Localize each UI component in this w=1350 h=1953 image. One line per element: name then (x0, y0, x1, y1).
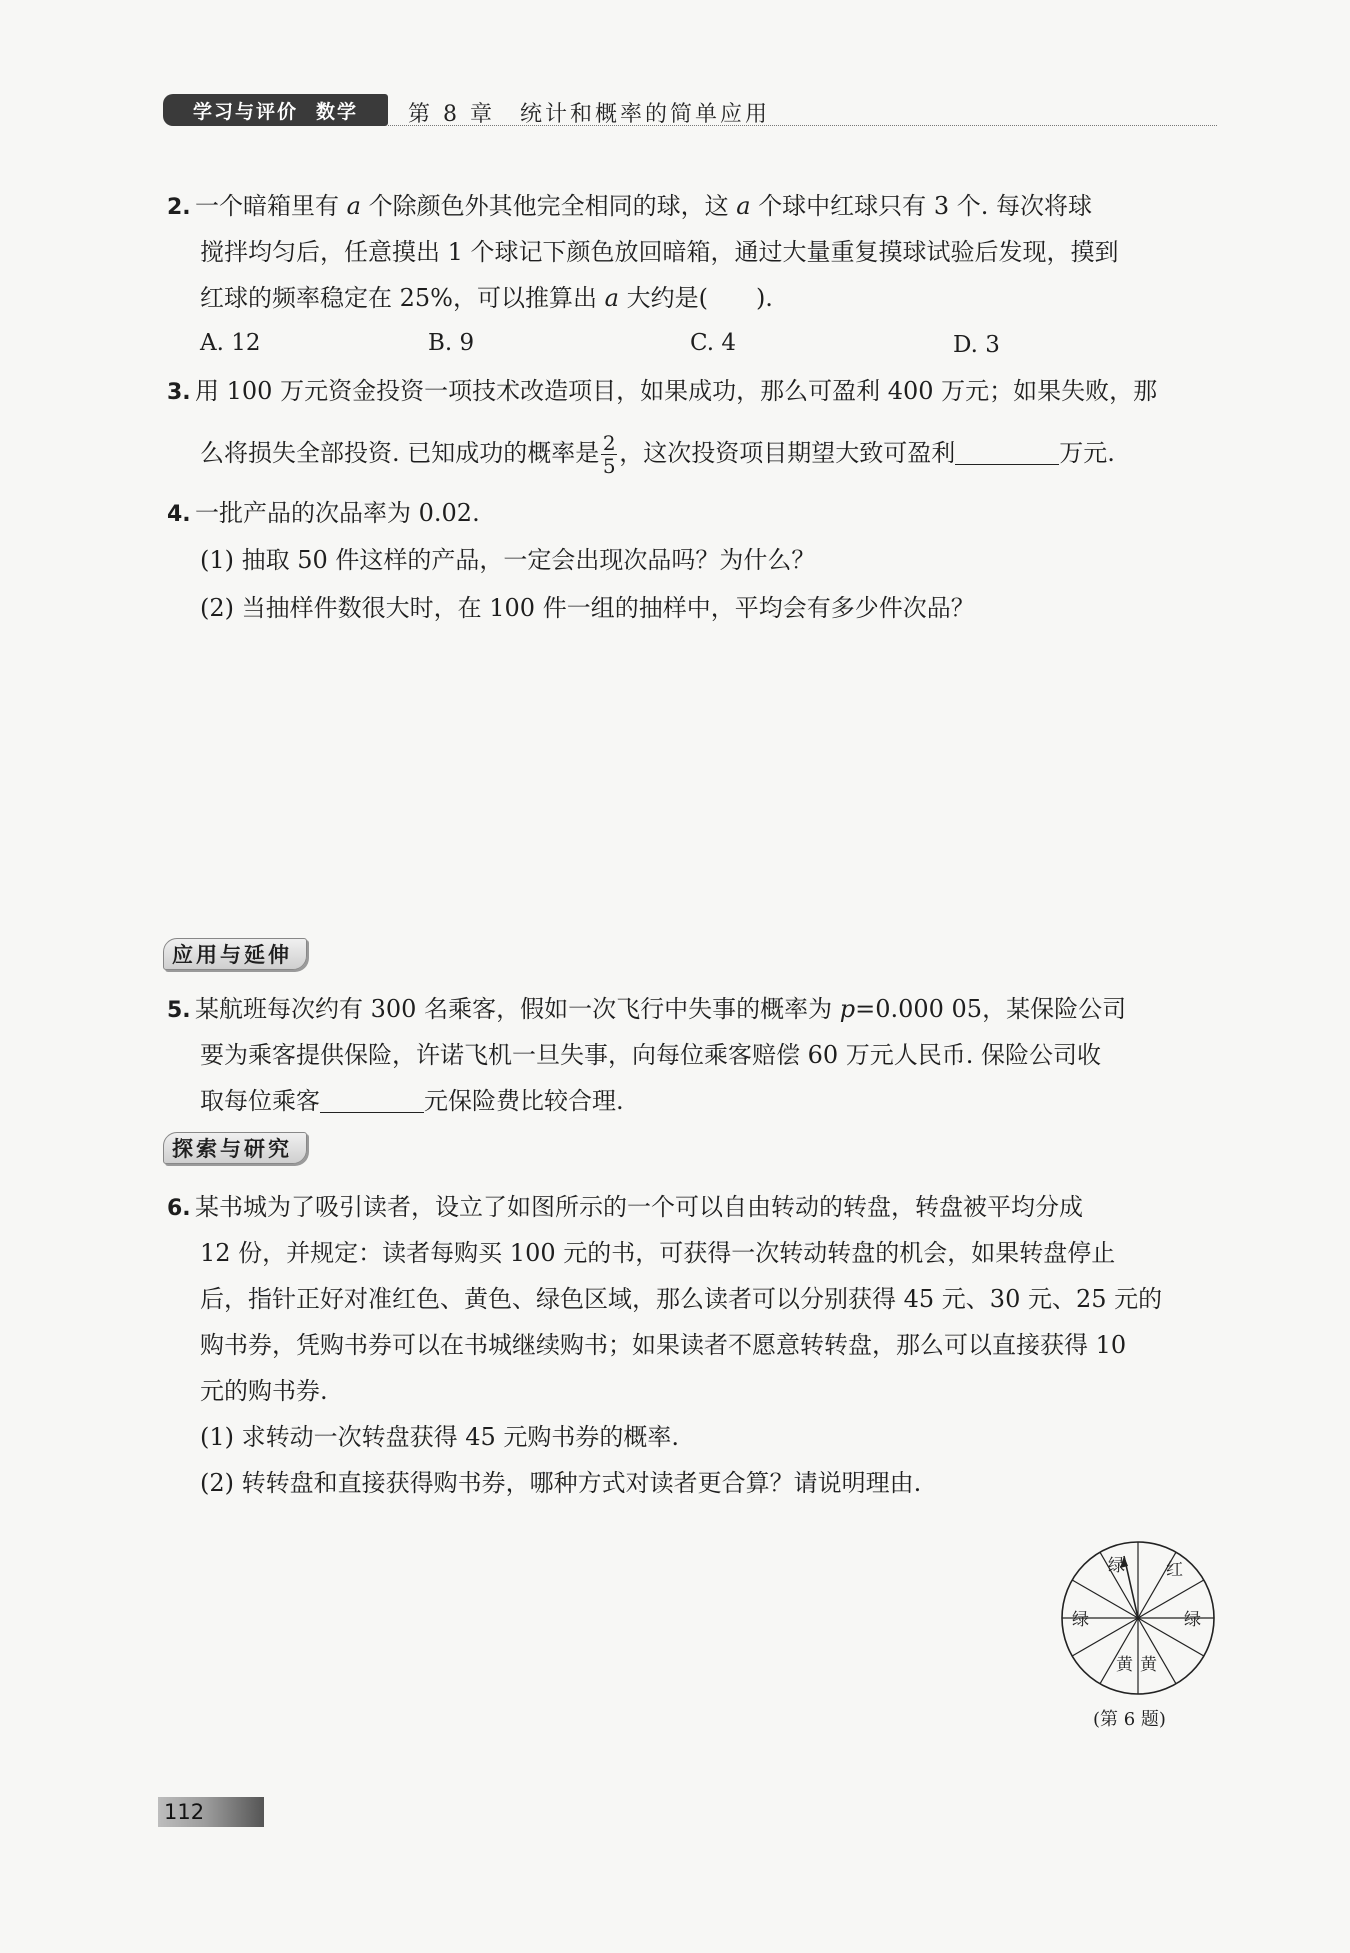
q6-line3: 后，指针正好对准红色、黄色、绿色区域，那么读者可以分别获得 45 元、30 元、25 元的 (200, 1285, 1163, 1313)
q5-line3 (200, 1078, 624, 1124)
fraction-denominator: 5 (602, 454, 616, 478)
answer-blank[interactable] (320, 1086, 424, 1113)
q6-line1 (167, 1184, 1083, 1232)
wheel-label-yellow: 黄 (1140, 1655, 1157, 1675)
q5-line2: 要为乘客提供保险，许诺飞机一旦失事，向每位乘客赔偿 60 万元人民币. 保险公司收 (200, 1041, 1102, 1069)
page-header (163, 92, 1217, 130)
q2-option-a: A. 12 (200, 330, 261, 356)
figure-caption: (第 6 题) (1093, 1709, 1166, 1730)
fraction-two-fifths (601, 432, 617, 477)
q5-line1 (167, 986, 1126, 1034)
variable-a: a (736, 192, 751, 220)
q3-text: ，这次投资项目期望大致可盈利 (619, 439, 956, 467)
chapter-number: 第 8 章 (408, 102, 495, 127)
fraction-numerator: 2 (602, 431, 616, 455)
wheel-label-green: 绿 (1184, 1610, 1201, 1630)
q3-text: 用 100 万元资金投资一项技术改造项目，如果成功，那么可盈利 400 万元；如果失败，那 (195, 377, 1158, 405)
q5-text: 元保险费比较合理. (424, 1087, 624, 1115)
q6-sub2: (2) 转转盘和直接获得购书券，哪种方式对读者更合算？请说明理由. (200, 1469, 922, 1497)
spinner-wheel-figure (1058, 1538, 1218, 1698)
q2-option-b: B. 9 (428, 330, 475, 356)
q2-text: 个除颜色外其他完全相同的球，这 (368, 192, 729, 220)
variable-a: a (604, 284, 619, 312)
section-heading-explore: 探索与研究 (163, 1132, 307, 1164)
q6-number: 6. (167, 1196, 191, 1221)
q2-option-d: D. 3 (953, 332, 1000, 358)
q5-number: 5. (167, 998, 191, 1023)
wheel-label-red: 红 (1166, 1560, 1183, 1580)
q3-number: 3. (167, 380, 191, 405)
q6-line5: 元的购书券. (200, 1377, 328, 1405)
q5-text: 取每位乘客 (200, 1087, 320, 1115)
q3-text: 万元. (1059, 439, 1115, 467)
book-badge (163, 94, 388, 126)
subject-label: 数学 (316, 100, 359, 123)
chapter-title (408, 97, 770, 128)
q2-option-c: C. 4 (690, 330, 737, 356)
q2-line2: 搅拌均匀后，任意摸出 1 个球记下颜色放回暗箱，通过大量重复摸球试验后发现，摸到 (200, 238, 1119, 266)
variable-a: a (346, 192, 361, 220)
q2-text: 红球的频率稳定在 25%，可以推算出 (200, 284, 597, 312)
q2-text: 大约是( ). (626, 284, 773, 312)
header-rule (388, 125, 1217, 126)
wheel-label-green: 绿 (1108, 1556, 1125, 1576)
q4-sub1: (1) 抽取 50 件这样的产品，一定会出现次品吗？为什么？ (200, 546, 816, 574)
q3-line2 (200, 430, 1115, 477)
wheel-label-green: 绿 (1072, 1610, 1089, 1630)
chapter-name: 统计和概率的简单应用 (520, 102, 771, 127)
q3-line1 (167, 368, 1157, 416)
q4-text: 一批产品的次品率为 0.02. (195, 499, 480, 527)
q2-text: 个球中红球只有 3 个. 每次将球 (758, 192, 1092, 220)
q5-text: =0.000 05，某保险公司 (855, 995, 1127, 1023)
q4-number: 4. (167, 502, 191, 527)
q6-sub1: (1) 求转动一次转盘获得 45 元购书券的概率. (200, 1423, 680, 1451)
wheel-label-yellow: 黄 (1116, 1655, 1133, 1675)
answer-blank[interactable] (955, 438, 1059, 465)
variable-p: p (839, 995, 856, 1023)
q4-line1 (167, 490, 480, 538)
page-number: 112 (158, 1797, 264, 1827)
q2-line3 (200, 275, 773, 321)
q5-text: 某航班每次约有 300 名乘客，假如一次飞行中失事的概率为 (195, 995, 833, 1023)
q2-number: 2. (167, 195, 191, 220)
q3-text: 么将损失全部投资. 已知成功的概率是 (200, 439, 600, 467)
q6-text: 某书城为了吸引读者，设立了如图所示的一个可以自由转动的转盘，转盘被平均分成 (195, 1193, 1083, 1221)
book-title: 学习与评价 (192, 100, 298, 123)
q6-line2: 12 份，并规定：读者每购买 100 元的书，可获得一次转动转盘的机会，如果转盘停止 (200, 1239, 1116, 1267)
q6-line4: 购书券，凭购书券可以在书城继续购书；如果读者不愿意转转盘，那么可以直接获得 10 (200, 1331, 1127, 1359)
section-heading-apply: 应用与延伸 (163, 938, 307, 970)
q2-line1 (167, 183, 1092, 231)
q2-text: 一个暗箱里有 (195, 192, 339, 220)
q4-sub2: (2) 当抽样件数很大时，在 100 件一组的抽样中，平均会有多少件次品？ (200, 594, 975, 622)
